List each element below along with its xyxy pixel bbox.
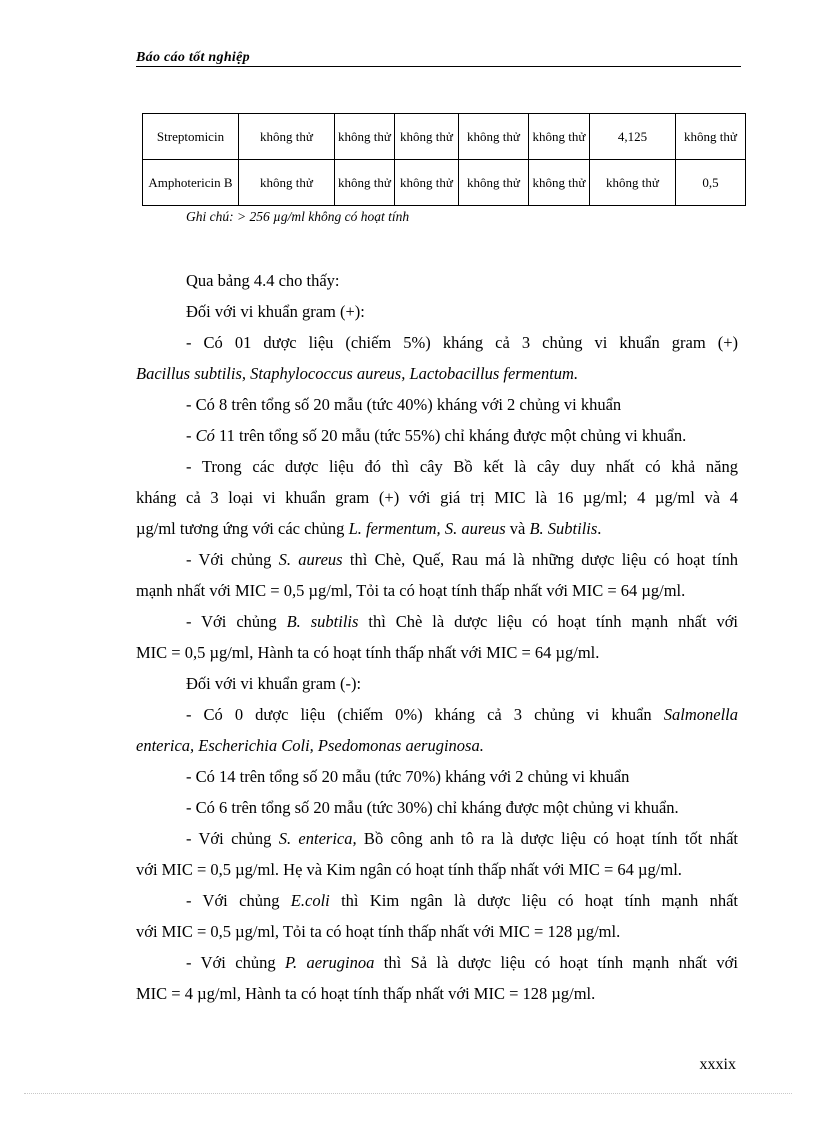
species-list: Bacillus subtilis, Staphylococcus aureus, Lactobacillus fermentum. <box>136 364 579 383</box>
table-cell: 4,125 <box>590 114 676 160</box>
paragraph: - Có 11 trên tổng số 20 mẫu (tức 55%) chỉ kháng được một chủng vi khuẩn. <box>186 426 687 445</box>
table-cell: không thử <box>676 114 746 160</box>
footer-rule <box>24 1093 792 1094</box>
paragraph: - Trong các dược liệu đó thì cây Bồ kết là cây duy nhất có khả năng <box>186 457 738 476</box>
table-cell: không thử <box>459 114 529 160</box>
paragraph: - Có 0 dược liệu (chiếm 0%) kháng cả 3 chủng vi khuẩn Salmonella <box>186 705 738 724</box>
table-cell: không thử <box>335 114 395 160</box>
paragraph: - Với chủng S. aureus thì Chè, Quế, Rau má là những dược liệu có hoạt tính <box>186 550 738 569</box>
paragraph: Qua bảng 4.4 cho thấy: <box>186 271 340 290</box>
paragraph: - Với chủng P. aeruginoa thì Sả là dược liệu có hoạt tính mạnh nhất với <box>186 953 738 972</box>
table-cell: Amphotericin B <box>143 160 239 206</box>
table-cell: 0,5 <box>676 160 746 206</box>
species-list: enterica, Escherichia Coli, Psedomonas aeruginosa. <box>136 736 484 755</box>
paragraph: - Với chủng B. subtilis thì Chè là dược liệu có hoạt tính mạnh nhất với <box>186 612 739 631</box>
paragraph: - Có 8 trên tổng số 20 mẫu (tức 40%) kháng với 2 chủng vi khuẩn <box>186 395 622 414</box>
table-cell: không thử <box>395 114 459 160</box>
body-text <box>136 265 738 1009</box>
table-cell: không thử <box>459 160 529 206</box>
header-rule <box>136 66 741 67</box>
table-cell: không thử <box>239 114 335 160</box>
table-cell: không thử <box>590 160 676 206</box>
table-cell: không thử <box>335 160 395 206</box>
paragraph-line: kháng cả 3 loại vi khuẩn gram (+) với giá trị MIC là 16 µg/ml; 4 µg/ml và 4 <box>136 488 738 507</box>
paragraph-line: mạnh nhất với MIC = 0,5 µg/ml, Tỏi ta có hoạt tính thấp nhất với MIC = 64 µg/ml. <box>136 581 686 600</box>
paragraph: - Có 14 trên tổng số 20 mẫu (tức 70%) kháng với 2 chủng vi khuẩn <box>186 767 630 786</box>
paragraph: Đối với vi khuẩn gram (+): <box>186 302 365 321</box>
page-number: xxxix <box>699 1056 736 1073</box>
table-cell: không thử <box>529 160 590 206</box>
table-cell: không thử <box>395 160 459 206</box>
paragraph: Đối với vi khuẩn gram (-): <box>186 674 362 693</box>
table-note: Ghi chú: > 256 µg/ml không có hoạt tính <box>186 209 410 224</box>
table-cell: Streptomicin <box>143 114 239 160</box>
paragraph-line: với MIC = 0,5 µg/ml. Hẹ và Kim ngân có hoạt tính thấp nhất với MIC = 64 µg/ml. <box>136 860 682 879</box>
paragraph-line: µg/ml tương ứng với các chủng L. fermentum, S. aureus và B. Subtilis. <box>136 519 602 538</box>
paragraph: - Với chủng E.coli thì Kim ngân là dược liệu có hoạt tính mạnh nhất <box>186 891 739 910</box>
table-row <box>143 160 746 206</box>
paragraph-line: với MIC = 0,5 µg/ml, Tỏi ta có hoạt tính thấp nhất với MIC = 128 µg/ml. <box>136 922 621 941</box>
paragraph-line: MIC = 4 µg/ml, Hành ta có hoạt tính thấp nhất với MIC = 128 µg/ml. <box>136 984 596 1003</box>
page-header-title: Báo cáo tốt nghiệp <box>136 50 250 65</box>
paragraph: - Có 6 trên tổng số 20 mẫu (tức 30%) chỉ kháng được một chủng vi khuẩn. <box>186 798 679 817</box>
paragraph-line: MIC = 0,5 µg/ml, Hành ta có hoạt tính thấp nhất với MIC = 64 µg/ml. <box>136 643 600 662</box>
table-cell: không thử <box>239 160 335 206</box>
paragraph: - Có 01 dược liệu (chiếm 5%) kháng cả 3 chủng vi khuẩn gram (+) <box>186 333 738 352</box>
table-row <box>143 114 746 160</box>
paragraph: - Với chủng S. enterica, Bồ công anh tô ra là dược liệu có hoạt tính tốt nhất <box>186 829 738 848</box>
table-cell: không thử <box>529 114 590 160</box>
results-table <box>142 113 746 206</box>
